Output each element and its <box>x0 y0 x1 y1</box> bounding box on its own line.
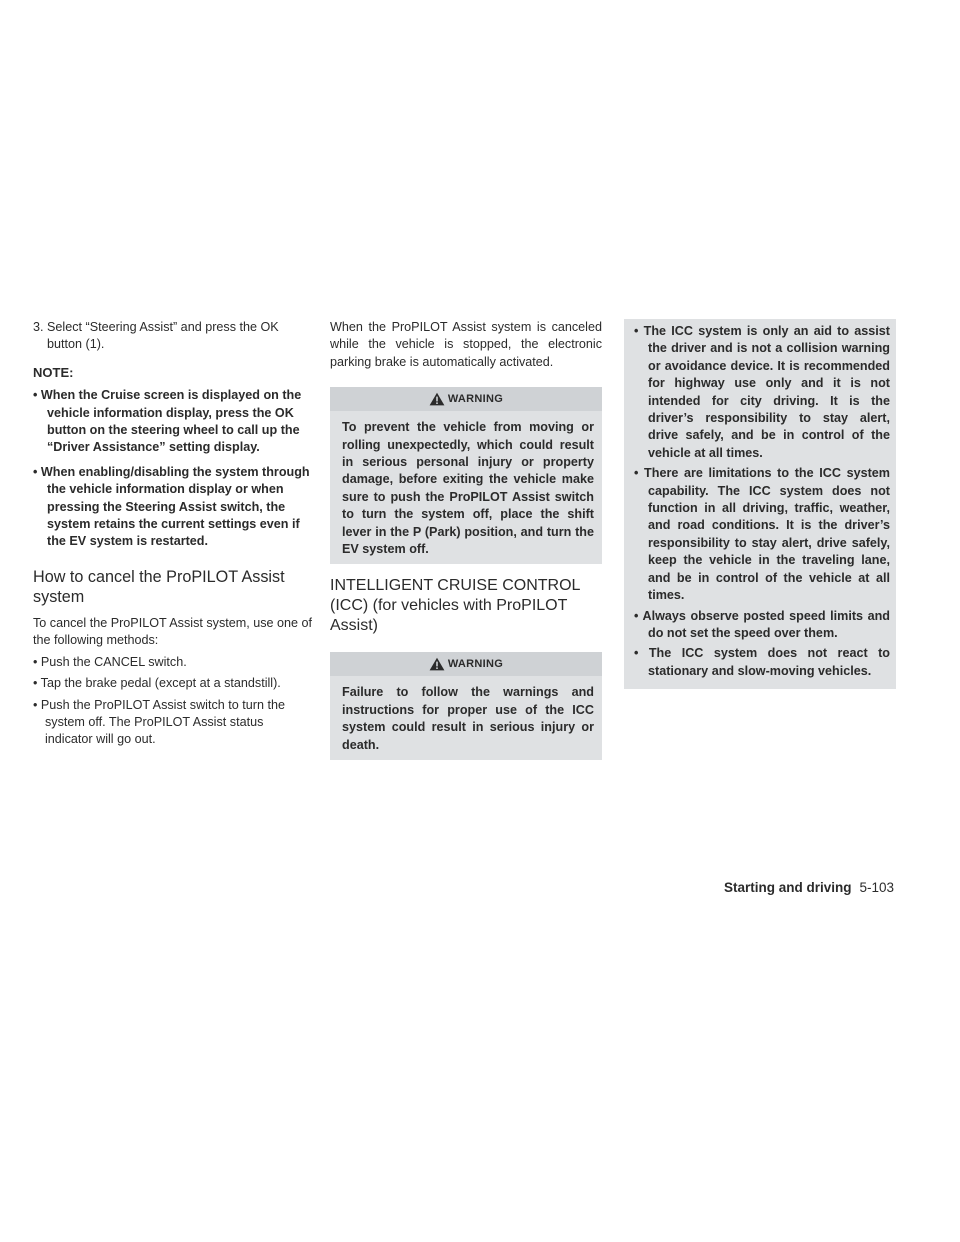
cancel-intro: To cancel the ProPILOT Assist system, use one of the following methods: <box>33 615 313 648</box>
warning-header <box>330 387 602 411</box>
cancel-method: • Tap the brake pedal (except at a standstill). <box>33 676 281 691</box>
note-item: • When the Cruise screen is displayed on the vehicle information display, press the OK button on the steering wheel to call up the “Driver Assistance” setting display. <box>33 388 302 455</box>
warning-text: To prevent the vehicle from moving or rolling unexpectedly, which could result in serious personal injury or property damage, before exiting the vehicle make sure to push the ProPILOT Assist switch to turn the system off, place the shift lever in the P (Park) position, and turn the EV system off. <box>342 420 594 557</box>
middle-column <box>330 319 602 760</box>
warning-box-vehicle-rolling <box>330 387 602 564</box>
step-3: 3. Select “Steering Assist” and press the OK button (1). <box>33 320 279 352</box>
warning-label: WARNING <box>447 392 504 405</box>
warning-text: Failure to follow the warnings and instructions for proper use of the ICC system could result in serious injury or death. <box>342 685 594 752</box>
footer-section-title: Starting and driving <box>723 880 852 895</box>
warning-header <box>330 652 602 676</box>
note-title: NOTE: <box>33 364 74 380</box>
cancel-stopped-paragraph: When the ProPILOT Assist system is canceled while the vehicle is stopped, the electronic parking brake is automatically activated. <box>330 320 602 369</box>
icc-warning-item: • The ICC system does not react to stationary and slow-moving vehicles. <box>634 646 890 678</box>
icc-warning-item: • The ICC system is only an aid to assist the driver and is not a collision warning or avoidance device. It is recommended for highway use only and it is not intended for city driving. It is the driver’s responsibility to stay alert, drive safely, and be in control of the vehicle at all times. <box>634 324 890 460</box>
cancel-method: • Push the ProPILOT Assist switch to turn the system off. The ProPILOT Assist status indicator will go out. <box>33 697 285 747</box>
icc-warning-item: • There are limitations to the ICC system capability. The ICC system does not function in all driving, traffic, weather, and road conditions. It is the driver’s responsibility to stay alert, drive safely, keep the vehicle in the traveling lane, and be in control of the vehicle at all times. <box>634 466 890 603</box>
page-number: 5-103 <box>859 880 894 895</box>
icc-warning-item: • Always observe posted speed limits and do not set the speed over them. <box>634 608 890 640</box>
warning-triangle-icon <box>429 392 445 406</box>
left-column <box>33 319 313 753</box>
cancel-section-title: How to cancel the ProPILOT Assist system <box>33 567 285 606</box>
warning-box-icc-misuse <box>330 652 602 760</box>
note-item: • When enabling/disabling the system through the vehicle information display or when pressing the Steering Assist switch, the system retains the current settings even if the EV system is restarted. <box>33 464 310 549</box>
warning-label: WARNING <box>447 657 504 670</box>
warning-triangle-icon <box>429 657 445 671</box>
right-column <box>624 319 896 689</box>
icc-section-title: INTELLIGENT CRUISE CONTROL (ICC) (for vehicles with ProPILOT Assist) <box>330 577 580 635</box>
cancel-method: • Push the CANCEL switch. <box>33 654 187 669</box>
icc-warning-continued-box <box>624 319 896 689</box>
page-footer <box>724 880 894 895</box>
